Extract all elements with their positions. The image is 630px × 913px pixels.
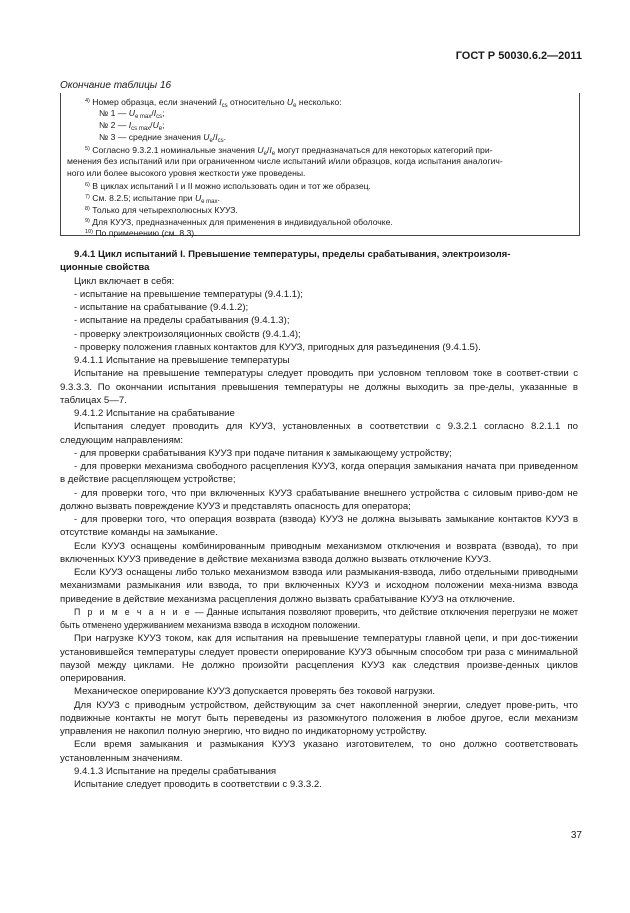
footnote-7: $^{7)}$ См. 8.2.5; испытание при $U_{e max}$. — [85, 193, 220, 205]
list-item: - для проверки того, что при включенных КУУЗ срабатывание внешнего устройства с силовым приво-дом не должно вызвать повреждение КУУЗ и представлять опасность для оператора; — [60, 487, 578, 512]
note-text: — Данные испытания позволяют проверить, что действие отключения перегрузки не может быть отменено удерживанием механизма взвода в исходном положении. — [60, 606, 578, 630]
subsection-9411-title: 9.4.1.1 Испытание на превышение температуры — [74, 355, 290, 366]
footnote-8: $^{8)}$ Только для четырехполюсных КУУЗ. — [85, 205, 238, 215]
table-caption: Окончание таблицы 16 — [60, 80, 172, 91]
body-text — [60, 248, 578, 791]
footnote-4-sample-2: № 2 — $I_{cs max}/U_e$; — [99, 120, 165, 132]
list-item: - испытание на пределы срабатывания (9.4.1.3); — [74, 315, 290, 327]
paragraph-cycle-intro: Цикл включает в себя: — [74, 275, 175, 287]
footnote-table-cell — [60, 93, 580, 236]
footnote-5-line-3: ного или более высокого уровня жесткости уже проведены. — [67, 168, 306, 178]
standard-header: ГОСТ Р 50030.6.2—2011 — [455, 50, 582, 62]
footnote-5-line-1: $^{5)}$ Согласно 9.3.2.1 номинальные значения $U_e/I_e$ могут предназначаться для некоторых категорий при- — [85, 145, 493, 157]
subsection-9413-title: 9.4.1.3 Испытание на пределы срабатывания — [74, 765, 277, 777]
paragraph-limits: Испытание следует проводить в соответствии с 9.3.3.2. — [74, 779, 322, 790]
paragraph-load-operation: При нагрузке КУУЗ током, как для испытания на превышение температуры главной цепи, и при дос-тижении установившейся температуры следует провести оперирование КУУЗ обычным способом три раза с минимальной паузой между циклами. Не должно произойти расцепления КУУЗ как следствия произве-денных циклов оперирования. — [60, 633, 578, 684]
list-item: - испытание на превышение температуры (9.4.1.1); — [74, 288, 303, 300]
paragraph-timing: Если время замыкания и размыкания КУУЗ указано изготовителем, то оно должно соответствовать установленным значениям. — [60, 739, 578, 764]
footnote-4: $^{4)}$ Номер образца, если значений $I_{cs}$ относительно $U_e$ несколько: — [85, 97, 342, 109]
page-number: 37 — [570, 830, 582, 841]
note-label: П р и м е ч а н и е — [74, 606, 192, 617]
footnote-4-sample-1: № 1 — $U_{e max}/I_{cs}$; — [99, 108, 165, 120]
paragraph-operation: Испытания следует проводить для КУУЗ, установленных в соответствии с 9.3.2.1 согласно 8.2.1.1 по следующим направлениям: — [60, 421, 578, 446]
paragraph-mechanical: Механическое оперирование КУУЗ допускается проверять без токовой нагрузки. — [74, 686, 435, 698]
note — [60, 606, 578, 633]
subsection-9412-title: 9.4.1.2 Испытание на срабатывание — [74, 408, 235, 419]
paragraph-combined-mechanism: Если КУУЗ оснащены комбинированным приводным механизмом отключения и возврата (взвода), то при включенных КУУЗ приведение в действие механизма взвода должно вызвать отключение КУУЗ. — [60, 540, 578, 565]
list-item: - проверку положения главных контактов для КУУЗ, пригодных для разъединения (9.4.1.5). — [74, 341, 481, 353]
list-item: - проверку электроизоляционных свойств (9.4.1.4); — [74, 328, 301, 340]
paragraph-temperature: Испытание на превышение температуры следует проводить при условном тепловом токе в соответ-ствии с 9.3.3.3. По окончании испытания превышения температуры не должны выходить за пре-делы, указанные в таблицах 5—7. — [60, 368, 578, 406]
section-heading-line-2: ционные свойства — [60, 262, 150, 274]
paragraph-stored-energy: Для КУУЗ с приводным устройством, действующим за счет накопленной энергии, следует прове-рить, что подвижные контакты не могут быть переведены из разомкнутого положения в любое другое, если механизм управления не накопил полную энергию, что видно по индикаторному устройству. — [60, 699, 578, 737]
paragraph-reset-mechanism: Если КУУЗ оснащены либо только механизмом взвода или размыкания-взвода, либо отдельными приводными механизмами размыкания или взвода, то при включенных КУУЗ и исходном положении меха-низма взвода приведение в действие механизма расцепления должно вызвать срабатывание КУУЗ на отключение. — [60, 567, 578, 605]
footnote-9: $^{9)}$ Для КУУЗ, предназначенных для применения в индивидуальной оболочке. — [85, 217, 393, 227]
footnote-6: $^{6)}$ В циклах испытаний I и II можно использовать один и тот же образец. — [85, 181, 371, 191]
footnote-10: $^{10)}$ По применению (см. 8.3). — [85, 228, 197, 238]
list-item: - для проверки механизма свободного расцепления КУУЗ, когда операция замыкания начата при приведенном в действие расцепляющем устройстве; — [60, 461, 578, 486]
footnote-4-sample-3: № 3 — средние значения $U_e/I_{cs}$. — [99, 132, 227, 144]
footnote-5-line-2: менения без испытаний или при ограниченном числе испытаний и/или образцов, когда испытания аналогич- — [67, 156, 503, 166]
list-item: - для проверки срабатывания КУУЗ при подаче питания к замыкающему устройству; — [74, 447, 452, 459]
section-heading-line-1: 9.4.1 Цикл испытаний I. Превышение температуры, пределы срабатывания, электроизоля- — [74, 249, 511, 260]
list-item: - для проверки того, что операция возврата (взвода) КУУЗ не должна вызывать замыкание контактов КУУЗ в отсутствие команды на замыкание. — [60, 514, 578, 539]
list-item: - испытание на срабатывание (9.4.1.2); — [74, 302, 249, 313]
